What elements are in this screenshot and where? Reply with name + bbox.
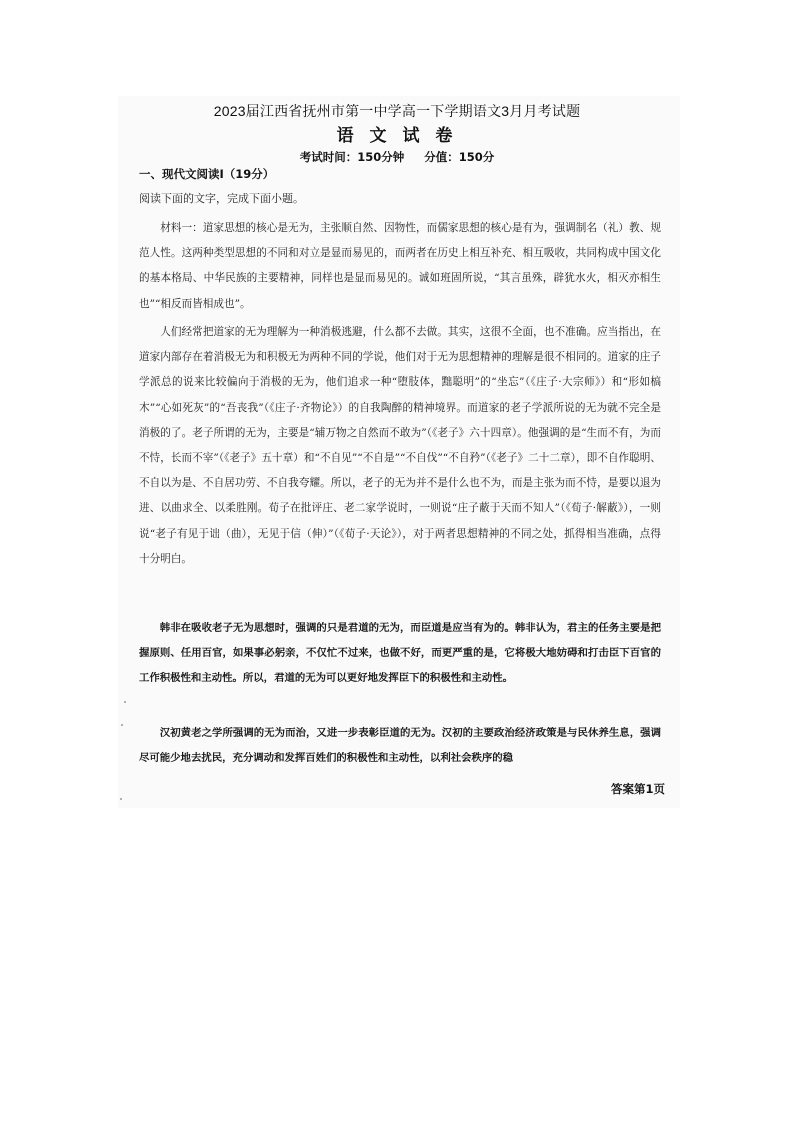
exam-score: 分值：150分 [424,150,495,164]
section-instruction: 阅读下面的文字，完成下面小题。 [139,192,304,205]
exam-info [0,149,794,165]
paragraph-hanfei: 韩非在吸收老子无为思想时，强调的只是君道的无为，而臣道是应当有为的。韩非认为，君主的任务主要是把握原则、任用百官，如果事必躬亲，不仅忙不过来，也做不好，而更严重的是，它将极大地妨碍和打击臣下百官的工作积极性和主动性。所以，君道的无为可以更好地发挥臣下的积极性和主动性。 [139,622,661,685]
paragraph-material-one: 材料一：道家思想的核心是无为，主张顺自然、因物性，而儒家思想的核心是有为，强调制名（礼）教、规范人性。这两种类型思想的不同和对立是显而易见的，而两者在历史上相互补充、相互吸收，共同构成中国文化的基本格局、中华民族的主要精神，同样也是显而易见的。诚如班固所说，“其言虽殊，辟犹水火，相灭亦相生也”“相反而皆相成也”。 [139,222,661,310]
document-header-title: 2023届江西省抚州市第一中学高一下学期语文3月月考试题 [213,103,581,119]
paragraph-daoist-wuwei: 人们经常把道家的无为理解为一种消极逃避，什么都不去做。其实，这很不全面，也不准确。应当指出，在道家内部存在着消极无为和积极无为两种不同的学说，他们对于无为思想精神的理解是很不相同的。道家的庄子学派总的说来比较偏向于消极的无为，他们追求一种“堕肢体，黜聪明”的“坐忘”（《庄子·大宗师》）和“形如槁木”“心如死灰”的“吾丧我”（《庄子·齐物论》）的自我陶醉的精神境界。而道家的老子学派所说的无为就不完全是消极的了。老子所谓的无为，主要是“辅万物之自然而不敢为”（《老子》六十四章）。他强调的是“生而不有，为而不恃，长而不宰”（《老子》五十章）和“不自见”“不自是”“不自伐”“不自矜”（《老子》二十二章），即不自作聪明、不自以为是、不自居功劳、不自我夸耀。所以，老子的无为并不是什么也不为，而是主张为而不恃，是要以退为进、以曲求全、以柔胜刚。荀子在批评庄、老二家学说时，一则说“庄子蔽于天而不知人”（《荀子·解蔽》），一则说“老子有见于诎（曲），无见于信（伸）”（《荀子·天论》），对于两者思想精神的不同之处，抓得相当准确，点得十分明白。 [139,326,661,565]
scan-speck [121,724,123,726]
page-footer-label: 答案第1页 [611,782,666,796]
exam-title: 语 文 试 卷 [336,126,458,146]
paragraph-han-huanglao: 汉初黄老之学所强调的无为而治，又进一步表彰臣道的无为。汉初的主要政治经济政策是与民休养生息，强调尽可能少地去扰民，充分调动和发挥百姓们的积极性和主动性，以利社会秩序的稳 [139,727,661,765]
section-heading: 一、现代文阅读Ⅰ（19分） [139,167,275,181]
scan-speck [124,701,126,703]
scan-speck [120,798,122,800]
exam-time: 考试时间：150分钟 [299,150,405,164]
